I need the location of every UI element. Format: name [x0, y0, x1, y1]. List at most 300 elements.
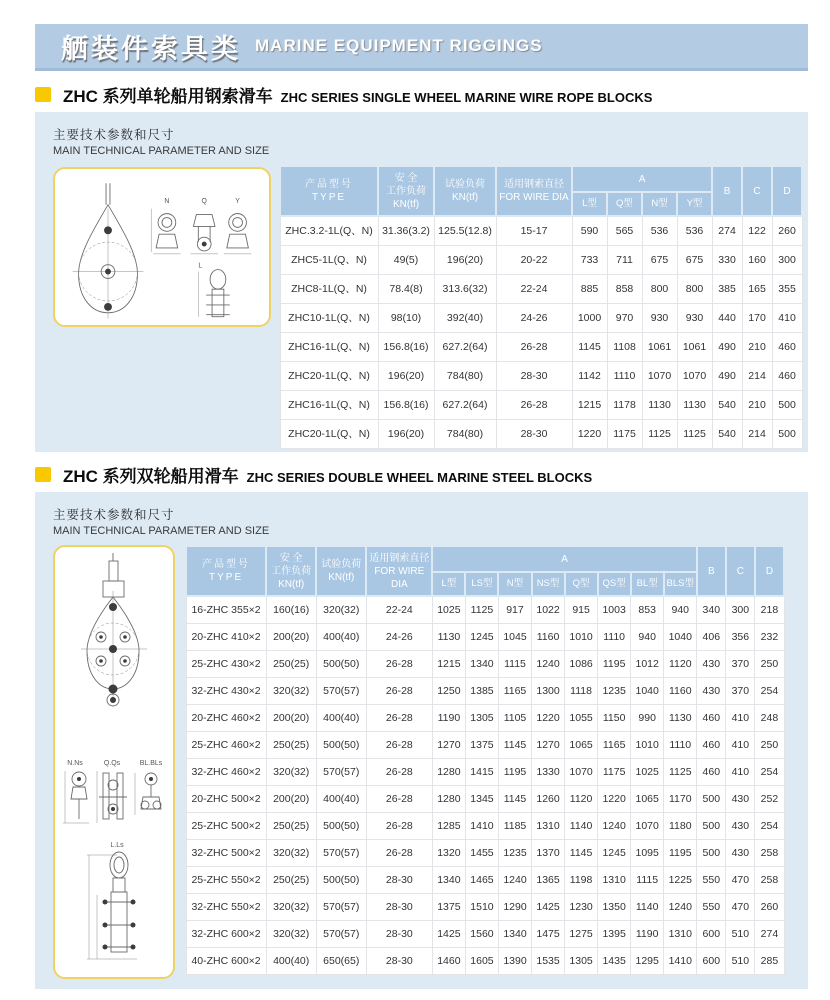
value-cell: 650(65): [316, 947, 366, 974]
a-subtype-header: BL型: [631, 572, 664, 596]
page-header-band: [35, 24, 808, 71]
value-cell: 1270: [532, 731, 565, 758]
value-cell: 1365: [532, 866, 565, 893]
value-cell: 711: [607, 245, 642, 274]
value-cell: 1110: [607, 361, 642, 390]
value-cell: 1086: [565, 650, 598, 677]
a-subtype-header: QS型: [598, 572, 631, 596]
value-cell: 400(40): [316, 785, 366, 812]
value-cell: 430: [726, 785, 755, 812]
value-cell: 470: [726, 893, 755, 920]
value-cell: 858: [607, 274, 642, 303]
value-cell: 26-28: [496, 332, 572, 361]
value-cell: 1385: [465, 677, 498, 704]
value-cell: 340: [697, 596, 726, 623]
value-cell: 22-24: [496, 274, 572, 303]
value-cell: 1040: [631, 677, 664, 704]
value-cell: 125.5(12.8): [434, 216, 496, 245]
col-header-wire-dia: 适用钢索直径 FOR WIRE DIA: [366, 546, 432, 596]
col-header-a: A: [432, 546, 696, 572]
value-cell: 1230: [565, 893, 598, 920]
value-cell: 500: [697, 839, 726, 866]
value-cell: 26-28: [366, 785, 432, 812]
value-cell: 990: [631, 704, 664, 731]
a-subtype-header: L型: [572, 192, 607, 216]
value-cell: 1395: [598, 920, 631, 947]
table-row: [280, 245, 802, 274]
value-cell: 300: [726, 596, 755, 623]
table-row: [186, 650, 784, 677]
value-cell: 385: [712, 274, 742, 303]
value-cell: 500(50): [316, 731, 366, 758]
value-cell: 1125: [664, 758, 697, 785]
value-cell: 1195: [664, 839, 697, 866]
value-cell: 170: [742, 303, 772, 332]
value-cell: 78.4(8): [378, 274, 434, 303]
value-cell: 1295: [631, 947, 664, 974]
value-cell: 1455: [465, 839, 498, 866]
value-cell: 1310: [664, 920, 697, 947]
value-cell: 1220: [572, 419, 607, 448]
value-cell: 627.2(64): [434, 390, 496, 419]
product-type-cell: 20-ZHC 460×2: [186, 704, 266, 731]
value-cell: 26-28: [366, 731, 432, 758]
value-cell: 260: [755, 893, 784, 920]
col-header-d: D: [772, 166, 802, 216]
value-cell: 590: [572, 216, 607, 245]
col-header-swl: 安 全 工作负荷 KN(tf): [266, 546, 316, 596]
value-cell: 254: [755, 812, 784, 839]
value-cell: 1000: [572, 303, 607, 332]
value-cell: 470: [726, 866, 755, 893]
value-cell: 24-26: [496, 303, 572, 332]
value-cell: 22-24: [366, 596, 432, 623]
value-cell: 540: [712, 390, 742, 419]
col-header-a: A: [572, 166, 712, 192]
value-cell: 1070: [565, 758, 598, 785]
product-type-cell: ZHC16-1L(Q、N): [280, 390, 378, 419]
value-cell: 24-26: [366, 623, 432, 650]
value-cell: 274: [712, 216, 742, 245]
value-cell: 1130: [642, 390, 677, 419]
value-cell: 1120: [664, 650, 697, 677]
value-cell: 970: [607, 303, 642, 332]
value-cell: 250(25): [266, 650, 316, 677]
value-cell: 930: [677, 303, 712, 332]
value-cell: 550: [697, 866, 726, 893]
value-cell: 410: [726, 731, 755, 758]
value-cell: 26-28: [366, 839, 432, 866]
value-cell: 1105: [498, 704, 531, 731]
value-cell: 1250: [432, 677, 465, 704]
value-cell: 1535: [532, 947, 565, 974]
value-cell: 490: [712, 361, 742, 390]
value-cell: 1240: [664, 893, 697, 920]
value-cell: 1280: [432, 785, 465, 812]
value-cell: 28-30: [366, 893, 432, 920]
product-type-cell: 25-ZHC 460×2: [186, 731, 266, 758]
value-cell: 1095: [631, 839, 664, 866]
value-cell: 930: [642, 303, 677, 332]
value-cell: 1061: [642, 332, 677, 361]
value-cell: 250(25): [266, 731, 316, 758]
table-row: [186, 704, 784, 731]
value-cell: 320(32): [266, 839, 316, 866]
value-cell: 254: [755, 758, 784, 785]
value-cell: 252: [755, 785, 784, 812]
value-cell: 26-28: [496, 390, 572, 419]
value-cell: 1350: [598, 893, 631, 920]
value-cell: 15-17: [496, 216, 572, 245]
value-cell: 1390: [498, 947, 531, 974]
value-cell: 196(20): [434, 245, 496, 274]
value-cell: 1415: [465, 758, 498, 785]
table-row: [280, 361, 802, 390]
a-subtype-header: Q型: [565, 572, 598, 596]
value-cell: 26-28: [366, 812, 432, 839]
value-cell: 410: [726, 758, 755, 785]
value-cell: 1220: [532, 704, 565, 731]
a-subtype-header: LS型: [465, 572, 498, 596]
value-cell: 320(32): [316, 596, 366, 623]
value-cell: 430: [726, 839, 755, 866]
col-header-type: 产品型号 TYPE: [186, 546, 266, 596]
value-cell: 1061: [677, 332, 712, 361]
value-cell: 1055: [565, 704, 598, 731]
value-cell: 1130: [664, 704, 697, 731]
value-cell: 28-30: [496, 419, 572, 448]
product-type-cell: 25-ZHC 500×2: [186, 812, 266, 839]
page-title-zh: 舾装件索具类: [61, 33, 241, 64]
value-cell: 675: [677, 245, 712, 274]
value-cell: 98(10): [378, 303, 434, 332]
col-header-b: B: [697, 546, 726, 596]
value-cell: 1240: [532, 650, 565, 677]
value-cell: 510: [726, 947, 755, 974]
product-type-cell: 32-ZHC 600×2: [186, 920, 266, 947]
value-cell: 1140: [565, 812, 598, 839]
variant-label-bl-bls: BL.BLs: [139, 760, 163, 767]
value-cell: 1220: [598, 785, 631, 812]
value-cell: 1065: [565, 731, 598, 758]
value-cell: 1125: [677, 419, 712, 448]
value-cell: 1040: [664, 623, 697, 650]
table-row: [186, 866, 784, 893]
value-cell: 1330: [532, 758, 565, 785]
value-cell: 392(40): [434, 303, 496, 332]
value-cell: 200(20): [266, 704, 316, 731]
product-type-cell: ZHC20-1L(Q、N): [280, 361, 378, 390]
value-cell: 1145: [498, 785, 531, 812]
value-cell: 122: [742, 216, 772, 245]
value-cell: 917: [498, 596, 531, 623]
a-subtype-header: Y型: [677, 192, 712, 216]
col-header-c: C: [742, 166, 772, 216]
value-cell: 320(32): [266, 893, 316, 920]
value-cell: 300: [772, 245, 802, 274]
section2-title-zh: ZHC 系列双轮船用滑车: [63, 467, 239, 486]
value-cell: 440: [712, 303, 742, 332]
value-cell: 500(50): [316, 650, 366, 677]
product-type-cell: ZHC8-1L(Q、N): [280, 274, 378, 303]
section1-heading: [35, 82, 652, 107]
value-cell: 1003: [598, 596, 631, 623]
value-cell: 28-30: [496, 361, 572, 390]
single-wheel-block-drawing: [55, 169, 269, 325]
a-subtype-header: N型: [642, 192, 677, 216]
value-cell: 1145: [498, 731, 531, 758]
value-cell: 1195: [598, 650, 631, 677]
value-cell: 885: [572, 274, 607, 303]
value-cell: 1340: [432, 866, 465, 893]
value-cell: 26-28: [366, 677, 432, 704]
value-cell: 500(50): [316, 866, 366, 893]
a-subtype-header: N型: [498, 572, 531, 596]
value-cell: 1190: [631, 920, 664, 947]
value-cell: 1165: [598, 731, 631, 758]
value-cell: 254: [755, 677, 784, 704]
section1-title-en: ZHC SERIES SINGLE WHEEL MARINE WIRE ROPE BLOCKS: [280, 90, 653, 105]
value-cell: 355: [772, 274, 802, 303]
value-cell: 250(25): [266, 866, 316, 893]
table-row: [186, 758, 784, 785]
table-row: [186, 623, 784, 650]
value-cell: 570(57): [316, 758, 366, 785]
value-cell: 214: [742, 361, 772, 390]
value-cell: 1025: [432, 596, 465, 623]
value-cell: 1375: [432, 893, 465, 920]
value-cell: 1270: [432, 731, 465, 758]
value-cell: 285: [755, 947, 784, 974]
col-header-type: 产品型号 TYPE: [280, 166, 378, 216]
value-cell: 1425: [432, 920, 465, 947]
value-cell: 210: [742, 390, 772, 419]
value-cell: 1185: [498, 812, 531, 839]
value-cell: 1160: [532, 623, 565, 650]
value-cell: 1475: [532, 920, 565, 947]
value-cell: 20-22: [496, 245, 572, 274]
yellow-bullet-icon: [35, 87, 51, 102]
value-cell: 160: [742, 245, 772, 274]
value-cell: 258: [755, 866, 784, 893]
table-row: [280, 216, 802, 245]
col-header-c: C: [726, 546, 755, 596]
value-cell: 460: [697, 731, 726, 758]
value-cell: 196(20): [378, 361, 434, 390]
value-cell: 500: [772, 419, 802, 448]
value-cell: 1110: [598, 623, 631, 650]
value-cell: 28-30: [366, 947, 432, 974]
value-cell: 1345: [465, 785, 498, 812]
value-cell: 400(40): [316, 704, 366, 731]
double-wheel-block-drawing: [55, 547, 173, 977]
value-cell: 430: [697, 650, 726, 677]
value-cell: 31.36(3.2): [378, 216, 434, 245]
value-cell: 1375: [465, 731, 498, 758]
value-cell: 330: [712, 245, 742, 274]
value-cell: 1198: [565, 866, 598, 893]
value-cell: 490: [712, 332, 742, 361]
value-cell: 460: [772, 332, 802, 361]
variant-label-n-ns: N.Ns: [67, 760, 83, 767]
value-cell: 627.2(64): [434, 332, 496, 361]
value-cell: 406: [697, 623, 726, 650]
value-cell: 1130: [432, 623, 465, 650]
value-cell: 500(50): [316, 812, 366, 839]
value-cell: 460: [697, 704, 726, 731]
product-type-cell: ZHC5-1L(Q、N): [280, 245, 378, 274]
section2-subtitle-en: MAIN TECHNICAL PARAMETER AND SIZE: [53, 525, 270, 537]
value-cell: 1125: [465, 596, 498, 623]
value-cell: 1022: [532, 596, 565, 623]
product-type-cell: 32-ZHC 550×2: [186, 893, 266, 920]
section1-subtitle-zh: 主要技术参数和尺寸: [53, 128, 175, 142]
value-cell: 1285: [432, 812, 465, 839]
value-cell: 1140: [631, 893, 664, 920]
value-cell: 1235: [598, 677, 631, 704]
value-cell: 1245: [598, 839, 631, 866]
value-cell: 250: [755, 650, 784, 677]
value-cell: 1010: [565, 623, 598, 650]
value-cell: 1510: [465, 893, 498, 920]
a-subtype-header: NS型: [532, 572, 565, 596]
value-cell: 313.6(32): [434, 274, 496, 303]
value-cell: 28-30: [366, 920, 432, 947]
value-cell: 165: [742, 274, 772, 303]
variant-label-l-ls: L.Ls: [110, 842, 124, 849]
value-cell: 570(57): [316, 677, 366, 704]
value-cell: 1145: [565, 839, 598, 866]
value-cell: 1425: [532, 893, 565, 920]
value-cell: 1310: [532, 812, 565, 839]
value-cell: 1235: [498, 839, 531, 866]
value-cell: 26-28: [366, 758, 432, 785]
value-cell: 356: [726, 623, 755, 650]
value-cell: 1410: [664, 947, 697, 974]
value-cell: 1145: [572, 332, 607, 361]
value-cell: 248: [755, 704, 784, 731]
value-cell: 274: [755, 920, 784, 947]
value-cell: 1260: [532, 785, 565, 812]
value-cell: 536: [642, 216, 677, 245]
value-cell: 1460: [432, 947, 465, 974]
product-type-cell: ZHC20-1L(Q、N): [280, 419, 378, 448]
product-type-cell: 25-ZHC 430×2: [186, 650, 266, 677]
value-cell: 510: [726, 920, 755, 947]
product-type-cell: ZHC16-1L(Q、N): [280, 332, 378, 361]
value-cell: 460: [772, 361, 802, 390]
value-cell: 200(20): [266, 623, 316, 650]
value-cell: 370: [726, 677, 755, 704]
col-header-swl: 安 全 工作负荷 KN(tf): [378, 166, 434, 216]
a-subtype-header: BLS型: [664, 572, 697, 596]
value-cell: 250(25): [266, 812, 316, 839]
section2-subtitle-zh: 主要技术参数和尺寸: [53, 508, 175, 522]
value-cell: 800: [642, 274, 677, 303]
value-cell: 600: [697, 920, 726, 947]
value-cell: 1275: [565, 920, 598, 947]
col-header-proof-load: 试验负荷 KN(tf): [434, 166, 496, 216]
product-type-cell: 32-ZHC 500×2: [186, 839, 266, 866]
value-cell: 915: [565, 596, 598, 623]
value-cell: 1142: [572, 361, 607, 390]
value-cell: 232: [755, 623, 784, 650]
table-row: [280, 303, 802, 332]
value-cell: 1305: [565, 947, 598, 974]
value-cell: 320(32): [266, 758, 316, 785]
value-cell: 1320: [432, 839, 465, 866]
value-cell: 218: [755, 596, 784, 623]
value-cell: 1065: [631, 785, 664, 812]
value-cell: 784(80): [434, 419, 496, 448]
value-cell: 1070: [631, 812, 664, 839]
value-cell: 570(57): [316, 893, 366, 920]
col-header-wire-dia: 适用钢索直径 FOR WIRE DIA: [496, 166, 572, 216]
value-cell: 156.8(16): [378, 390, 434, 419]
value-cell: 1370: [532, 839, 565, 866]
value-cell: 1410: [465, 812, 498, 839]
page-title-en: MARINE EQUIPMENT RIGGINGS: [255, 36, 543, 55]
value-cell: 536: [677, 216, 712, 245]
table-row: [280, 390, 802, 419]
value-cell: 1605: [465, 947, 498, 974]
double-wheel-block-diagram: [53, 545, 175, 979]
value-cell: 733: [572, 245, 607, 274]
value-cell: 550: [697, 893, 726, 920]
value-cell: 410: [726, 704, 755, 731]
table-row: [186, 731, 784, 758]
value-cell: 430: [697, 677, 726, 704]
a-subtype-header: Q型: [607, 192, 642, 216]
product-type-cell: 40-ZHC 600×2: [186, 947, 266, 974]
table-row: [186, 839, 784, 866]
value-cell: 1340: [498, 920, 531, 947]
value-cell: 1170: [664, 785, 697, 812]
col-header-b: B: [712, 166, 742, 216]
value-cell: 430: [726, 812, 755, 839]
variant-label-q-qs: Q.Qs: [103, 760, 121, 767]
variant-label-n: N: [164, 197, 170, 205]
value-cell: 1245: [465, 623, 498, 650]
value-cell: 1118: [565, 677, 598, 704]
value-cell: 214: [742, 419, 772, 448]
value-cell: 49(5): [378, 245, 434, 274]
value-cell: 1215: [572, 390, 607, 419]
value-cell: 28-30: [366, 866, 432, 893]
value-cell: 200(20): [266, 785, 316, 812]
value-cell: 250: [755, 731, 784, 758]
section1-panel: [35, 112, 808, 452]
value-cell: 1180: [664, 812, 697, 839]
value-cell: 1108: [607, 332, 642, 361]
product-type-cell: ZHC.3.2-1L(Q、N): [280, 216, 378, 245]
value-cell: 500: [697, 812, 726, 839]
value-cell: 1240: [598, 812, 631, 839]
value-cell: 26-28: [366, 704, 432, 731]
value-cell: 320(32): [266, 677, 316, 704]
table-row: [280, 274, 802, 303]
value-cell: 1025: [631, 758, 664, 785]
value-cell: 1225: [664, 866, 697, 893]
value-cell: 1012: [631, 650, 664, 677]
value-cell: 210: [742, 332, 772, 361]
value-cell: 370: [726, 650, 755, 677]
value-cell: 1300: [532, 677, 565, 704]
value-cell: 853: [631, 596, 664, 623]
value-cell: 600: [697, 947, 726, 974]
product-type-cell: 20-ZHC 500×2: [186, 785, 266, 812]
a-subtype-header: L型: [432, 572, 465, 596]
